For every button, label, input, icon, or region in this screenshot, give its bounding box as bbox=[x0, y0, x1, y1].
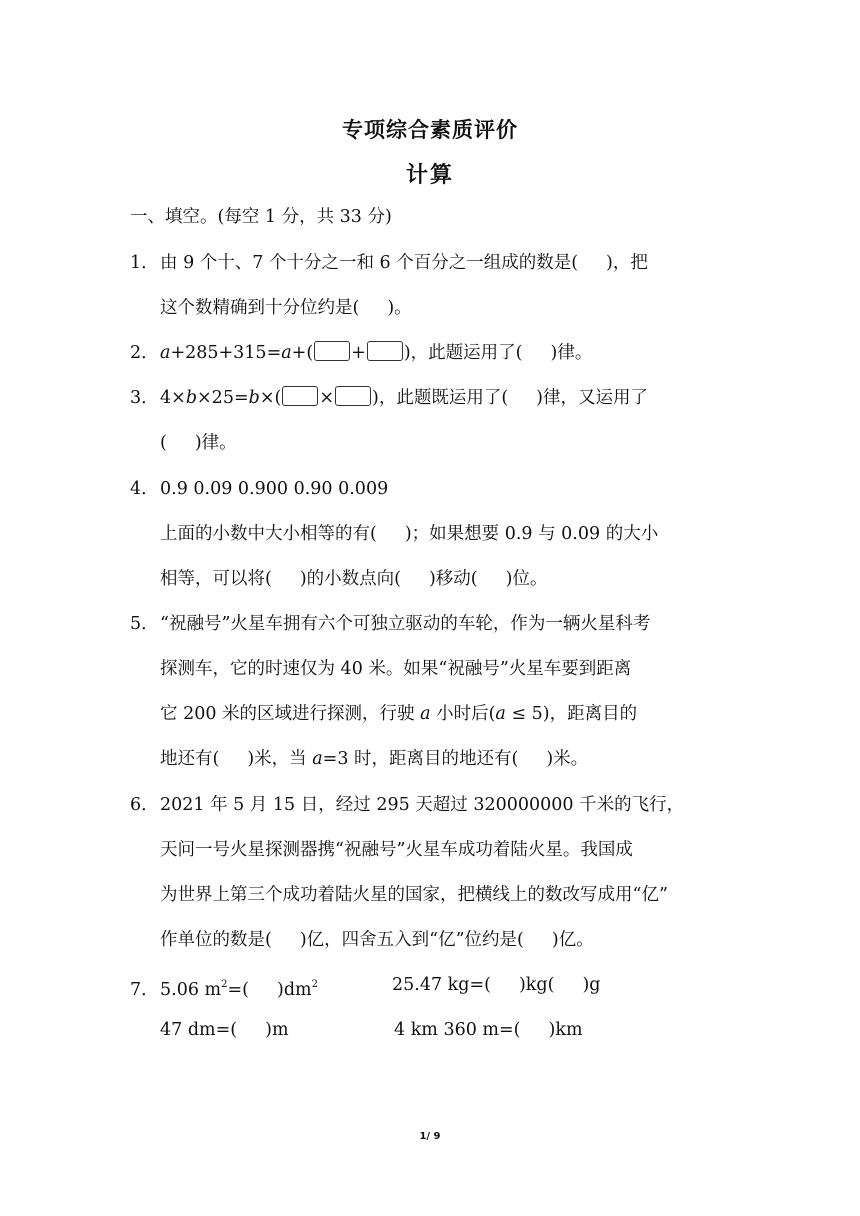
answer-box bbox=[314, 341, 350, 361]
answer-box bbox=[335, 386, 371, 406]
question-3-line-1: 3．4×b×25=b×( × )，此题既运用了( )律，又运用了 bbox=[130, 388, 648, 408]
page-number: 1/ 9 bbox=[419, 1131, 441, 1142]
question-number: 3． bbox=[130, 388, 159, 408]
answer-box bbox=[367, 341, 403, 361]
page-title: 专项综合素质评价 bbox=[342, 118, 518, 142]
question-6-line-4: 作单位的数是( )亿，四舍五入到“亿”位约是( )亿。 bbox=[160, 930, 594, 950]
question-4-line-2: 上面的小数中大小相等的有( )；如果想要 0.9 与 0.09 的大小 bbox=[160, 524, 659, 544]
question-7-item-d: 4 km 360 m=( )km bbox=[394, 1020, 583, 1040]
question-number: 1． bbox=[130, 253, 159, 273]
question-3-line-2: ( )律。 bbox=[160, 433, 237, 453]
question-5-line-4: 地还有( )米，当 a=3 时，距离目的地还有( )米。 bbox=[160, 749, 589, 769]
answer-box bbox=[282, 386, 318, 406]
question-1-line-1: 1．由 9 个十、7 个十分之一和 6 个百分之一组成的数是( )，把 bbox=[130, 253, 648, 273]
question-number: 7． bbox=[130, 980, 159, 1000]
question-6-line-1: 6．2021 年 5 月 15 日，经过 295 天超过 320000000 千米的飞行， bbox=[130, 795, 685, 815]
section-heading: 一、填空。(每空 1 分，共 33 分) bbox=[130, 207, 392, 227]
question-4-line-1 bbox=[130, 477, 388, 501]
question-number: 5． bbox=[130, 614, 159, 634]
question-1-line-2: 这个数精确到十分位约是( )。 bbox=[160, 298, 412, 318]
question-number: 6． bbox=[130, 795, 159, 815]
question-7-item-c: 47 dm=( )m bbox=[160, 1020, 289, 1040]
question-5-line-2: 探测车，它的时速仅为 40 米。如果“祝融号”火星车要到距离 bbox=[160, 659, 632, 679]
decimal-list: 0.9 0.09 0.900 0.90 0.009 bbox=[160, 479, 389, 499]
question-number: 4． bbox=[130, 479, 159, 499]
question-7-line-1: 7．5.06 $m^2=$( )$dm^2$ bbox=[130, 979, 318, 1000]
question-number: 2． bbox=[130, 343, 159, 363]
question-5-line-1: 5．“祝融号”火星车拥有六个可独立驱动的车轮，作为一辆火星科考 bbox=[130, 614, 651, 634]
question-5-line-3: 它 200 米的区域进行探测，行驶 a 小时后(a ≤ 5)，距离目的 bbox=[160, 704, 638, 724]
question-2: 2．a+285+315=a+( + )，此题运用了( )律。 bbox=[130, 343, 593, 363]
page-subtitle: 计算 bbox=[405, 163, 454, 188]
question-6-line-2: 天问一号火星探测器携“祝融号”火星车成功着陆火星。我国成 bbox=[160, 840, 633, 860]
question-7-item-b: 25.47 kg=( )kg( )g bbox=[392, 975, 601, 995]
question-4-line-3: 相等，可以将( )的小数点向( )移动( )位。 bbox=[160, 569, 548, 589]
question-6-line-3: 为世界上第三个成功着陆火星的国家，把横线上的数改写成用“亿” bbox=[160, 885, 668, 905]
